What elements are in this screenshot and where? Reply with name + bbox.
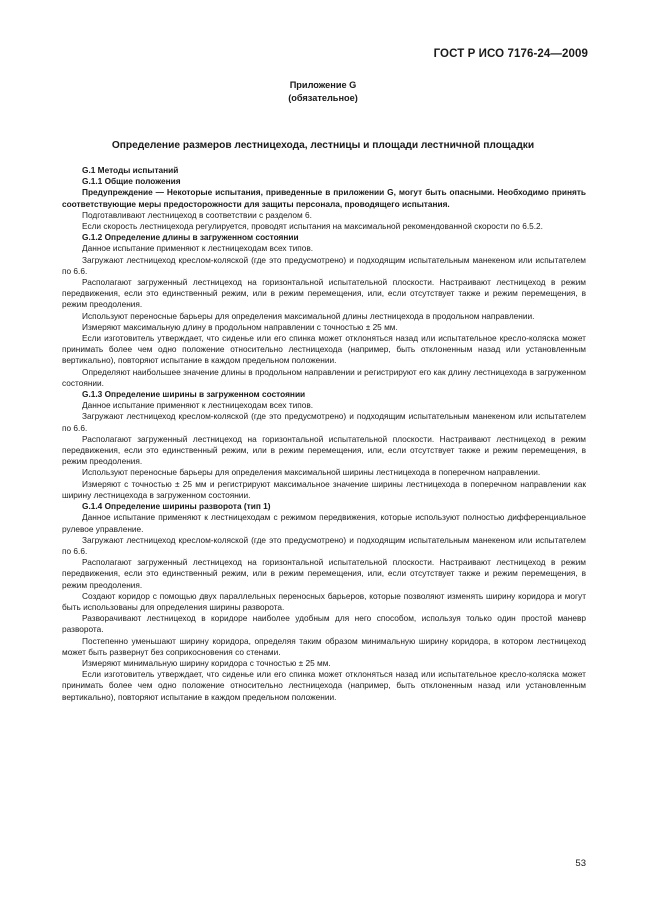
- body-paragraph: Если изготовитель утверждает, что сиденье или его спинка может отклоняться назад или испытательное кресло-коляска может принимать более чем одно положение относительно лестницехода (например, быть отклоненным назад или установленным вертикально), повторяют испытание в каждом предельном положении.: [62, 333, 586, 366]
- body-paragraph: Создают коридор с помощью двух параллельных переносных барьеров, которые позволяют изменять ширину коридора и могут быть использованы для определения ширины разворота.: [62, 590, 586, 612]
- section-heading: G.1 Методы испытаний: [82, 165, 179, 175]
- body-paragraph: Располагают загруженный лестницеход на горизонтальной испытательной плоскости. Настраивают лестницеход в режим передвижения, если это единственный режим, или в режим перемещения, или, если отсутствует также и режим перемещения, в режим преодоления.: [62, 433, 586, 467]
- body-paragraph: Измеряют с точностью ± 25 мм и регистрируют максимальное значение ширины лестницехода в поперечном направлении как ширину лестницехода в загруженном состоянии.: [62, 478, 586, 500]
- body-paragraph: Располагают загруженный лестницеход на горизонтальной испытательной плоскости. Настраивают лестницеход в режим передвижения, если это единственный режим, или в режим перемещения, или, если отсутствует также и режим перемещения, в режим преодоления.: [62, 277, 586, 310]
- document-body: [62, 165, 586, 703]
- annex-heading: Определение размеров лестницехода, лестницы и площади лестничной площадки: [111, 140, 535, 151]
- page-number: 53: [575, 858, 586, 869]
- section-heading: G.1.4 Определение ширины разворота (тип 1): [82, 501, 271, 512]
- standard-code: ГОСТ Р ИСО 7176-24—2009: [433, 48, 588, 60]
- body-paragraph: Если скорость лестницехода регулируется, проводят испытания на максимальной рекомендованной скорости по 6.5.2.: [82, 221, 543, 232]
- annex-status: (обязательное): [288, 93, 358, 103]
- body-paragraph: Данное испытание применяют к лестницеходам всех типов.: [82, 400, 314, 411]
- body-paragraph: Измеряют минимальную ширину коридора с точностью ± 25 мм.: [82, 657, 331, 668]
- section-heading: G.1.1 Общие положения: [82, 176, 181, 187]
- body-paragraph: Используют переносные барьеры для определения максимальной ширины лестницехода в поперечном направлении.: [82, 467, 541, 478]
- body-paragraph: Загружают лестницеход креслом-коляской (где это предусмотрено) и подходящим испытательным манекеном или испытателем по 6.6.: [62, 254, 586, 276]
- body-paragraph: Разворачивают лестницеход в коридоре наиболее удобным для него способом, используя только один простой маневр разворота.: [62, 613, 586, 635]
- annex-title: Приложение G: [289, 80, 357, 90]
- body-paragraph: Подготавливают лестницеход в соответствии с разделом 6.: [82, 209, 312, 220]
- body-paragraph: Данное испытание применяют к лестницеходам с режимом передвижения, которые используют полностью дифференциальное рулевое управление.: [62, 512, 586, 534]
- warning-paragraph: Предупреждение — Некоторые испытания, приведенные в приложении G, могут быть опасными. Необходимо принять соответствующие меры предосторожности для защиты персонала, проводящего испытания.: [62, 187, 586, 209]
- body-paragraph: Загружают лестницеход креслом-коляской (где это предусмотрено) и подходящим испытательным манекеном или испытателем по 6.6.: [62, 534, 586, 556]
- body-paragraph: Данное испытание применяют к лестницеходам всех типов.: [82, 243, 314, 254]
- body-paragraph: Используют переносные барьеры для определения максимальной длины лестницехода в продольном направлении.: [82, 310, 535, 321]
- body-paragraph: Постепенно уменьшают ширину коридора, определяя таким образом минимальную ширину коридора, в котором лестницеход может быть развернут без соприкосновения со стенами.: [62, 635, 586, 657]
- body-paragraph: Загружают лестницеход креслом-коляской (где это предусмотрено) и подходящим испытательным манекеном или испытателем по 6.6.: [62, 411, 586, 433]
- body-paragraph: Если изготовитель утверждает, что сиденье или его спинка может отклоняться назад или испытательное кресло-коляска может принимать более чем одно положение относительно лестницехода (например, быть отклоненным назад или установленным вертикально), повторяют испытание в каждом предельном положении.: [62, 669, 586, 702]
- body-paragraph: Определяют наибольшее значение длины в продольном направлении и регистрируют его как длину лестницехода в загруженном состоянии.: [62, 366, 586, 388]
- section-heading: G.1.2 Определение длины в загруженном состоянии: [82, 232, 299, 243]
- section-heading: G.1.3 Определение ширины в загруженном состоянии: [82, 389, 306, 400]
- body-paragraph: Располагают загруженный лестницеход на горизонтальной испытательной плоскости. Настраивают лестницеход в режим передвижения, если это единственный режим, или в режим перемещения, или, если отсутствует также и режим перемещения, в режим преодоления.: [62, 557, 586, 590]
- body-paragraph: Измеряют максимальную длину в продольном направлении с точностью ± 25 мм.: [82, 321, 398, 332]
